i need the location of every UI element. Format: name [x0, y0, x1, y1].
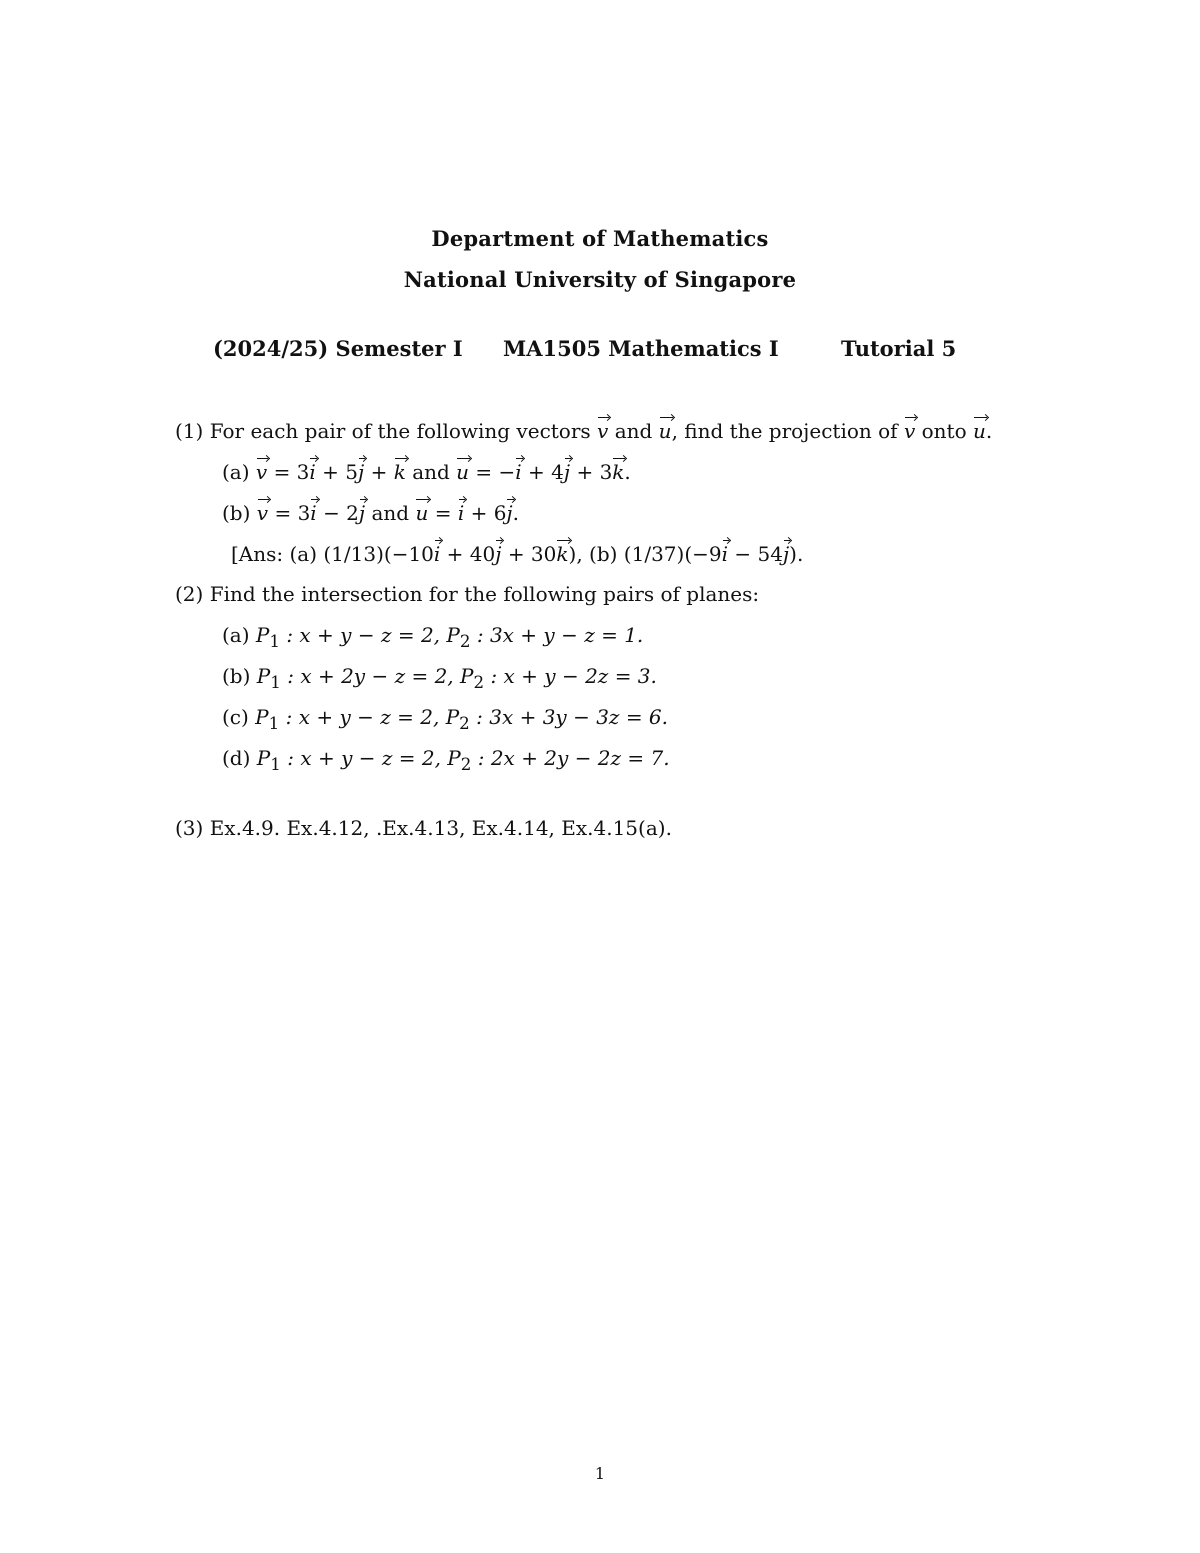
unit-vector-i: i: [721, 542, 729, 566]
unit-vector-i: i: [433, 542, 441, 566]
plane-equation: : x + y − z = 2,: [286, 623, 441, 647]
expression: = 3: [273, 460, 310, 484]
unit-vector-j: j: [495, 542, 502, 566]
plane-subscript: 1: [270, 755, 281, 774]
expression: = −: [475, 460, 516, 484]
question-2: [175, 580, 759, 608]
plane-subscript: 1: [268, 714, 280, 733]
answer-text: ).: [789, 542, 804, 566]
expression: + 3: [576, 460, 613, 484]
vector-u: u: [456, 460, 470, 484]
question-2-part-d: [222, 744, 670, 779]
unit-vector-k: k: [393, 460, 406, 484]
plane-equation: : 3x + 3y − 3z = 6.: [476, 705, 669, 729]
unit-vector-j: j: [358, 501, 366, 525]
vector-u: u: [415, 501, 429, 525]
expression: +: [370, 460, 388, 484]
question-1-answer: [231, 540, 803, 568]
part-label: (c): [222, 705, 249, 729]
expression: + 5: [322, 460, 359, 484]
unit-vector-k: k: [612, 460, 625, 484]
plane-subscript: 1: [270, 673, 281, 692]
part-label: (a): [222, 623, 250, 647]
plane-equation: : 3x + y − z = 1.: [476, 623, 644, 647]
plane-equation: : x + y − z = 2,: [285, 705, 440, 729]
module-label: MA1505 Mathematics I: [503, 336, 779, 361]
part-label: (b): [222, 664, 251, 688]
plane-equation: : 2x + 2y − 2z = 7.: [477, 746, 670, 770]
question-text: onto: [921, 419, 967, 443]
page-number: 1: [594, 1464, 606, 1483]
unit-vector-j: j: [782, 542, 790, 566]
question-2-part-c: [222, 703, 668, 738]
tutorial-label: Tutorial 5: [841, 336, 957, 361]
punctuation: .: [624, 460, 631, 484]
question-1: [175, 417, 992, 445]
expression: =: [434, 501, 452, 525]
unit-vector-j: j: [506, 501, 513, 525]
part-label: (a): [222, 460, 250, 484]
question-text: Find the intersection for the following pairs of planes:: [209, 582, 760, 606]
expression: + 4: [528, 460, 564, 484]
expression: = 3: [274, 501, 311, 525]
unit-vector-i: i: [457, 501, 465, 525]
question-2-part-b: [222, 662, 657, 697]
plane-equation: : x + y − 2z = 3.: [490, 664, 657, 688]
vector-v: v: [255, 460, 268, 484]
plane-name: P: [256, 746, 271, 770]
conjunction: and: [412, 460, 450, 484]
plane-subscript: 1: [269, 632, 280, 651]
semester-label: (2024/25) Semester I: [213, 336, 463, 361]
conjunction: and: [371, 501, 410, 525]
punctuation: .: [985, 419, 993, 443]
question-number: (2): [175, 582, 204, 606]
question-3: [175, 814, 672, 842]
plane-name: P: [255, 623, 270, 647]
vector-u: u: [972, 419, 986, 443]
department-heading: Department of Mathematics: [431, 226, 769, 251]
plane-equation: : x + y − z = 2,: [287, 746, 441, 770]
plane-name: P: [447, 746, 461, 770]
vector-v: v: [597, 419, 609, 443]
unit-vector-i: i: [310, 501, 317, 525]
question-text: Ex.4.9. Ex.4.12, .Ex.4.13, Ex.4.14, Ex.4.15(a).: [209, 816, 672, 840]
unit-vector-i: i: [515, 460, 522, 484]
question-number: (3): [175, 816, 204, 840]
part-label: (b): [222, 501, 251, 525]
unit-vector-k: k: [556, 542, 569, 566]
answer-text: [Ans: (a) (1/13)(−10: [231, 542, 434, 566]
unit-vector-j: j: [563, 460, 571, 484]
plane-subscript: 2: [459, 714, 470, 733]
university-heading: National University of Singapore: [403, 267, 797, 292]
question-2-part-a: [222, 621, 643, 656]
vector-v: v: [256, 501, 269, 525]
plane-name: P: [256, 664, 271, 688]
plane-name: P: [255, 705, 269, 729]
part-label: (d): [222, 746, 251, 770]
plane-name: P: [445, 705, 460, 729]
answer-text: − 54: [734, 542, 783, 566]
expression: − 2: [323, 501, 359, 525]
question-1-part-b: [222, 499, 519, 527]
question-text: and: [614, 419, 653, 443]
plane-name: P: [446, 623, 460, 647]
answer-text: + 30: [507, 542, 557, 566]
vector-v: v: [903, 419, 916, 443]
punctuation: .: [512, 501, 519, 525]
answer-text: + 40: [446, 542, 496, 566]
expression: + 6: [470, 501, 507, 525]
plane-subscript: 2: [460, 755, 472, 774]
question-text: For each pair of the following vectors: [209, 419, 591, 443]
plane-subscript: 2: [459, 632, 471, 651]
question-text: , find the projection of: [671, 419, 898, 443]
plane-subscript: 2: [473, 673, 485, 692]
plane-equation: : x + 2y − z = 2,: [287, 664, 454, 688]
unit-vector-i: i: [309, 460, 316, 484]
plane-name: P: [460, 664, 474, 688]
question-number: (1): [175, 419, 204, 443]
unit-vector-j: j: [358, 460, 365, 484]
question-1-part-a: [222, 458, 631, 486]
answer-text: ), (b) (1/37)(−9: [568, 542, 722, 566]
vector-u: u: [658, 419, 672, 443]
